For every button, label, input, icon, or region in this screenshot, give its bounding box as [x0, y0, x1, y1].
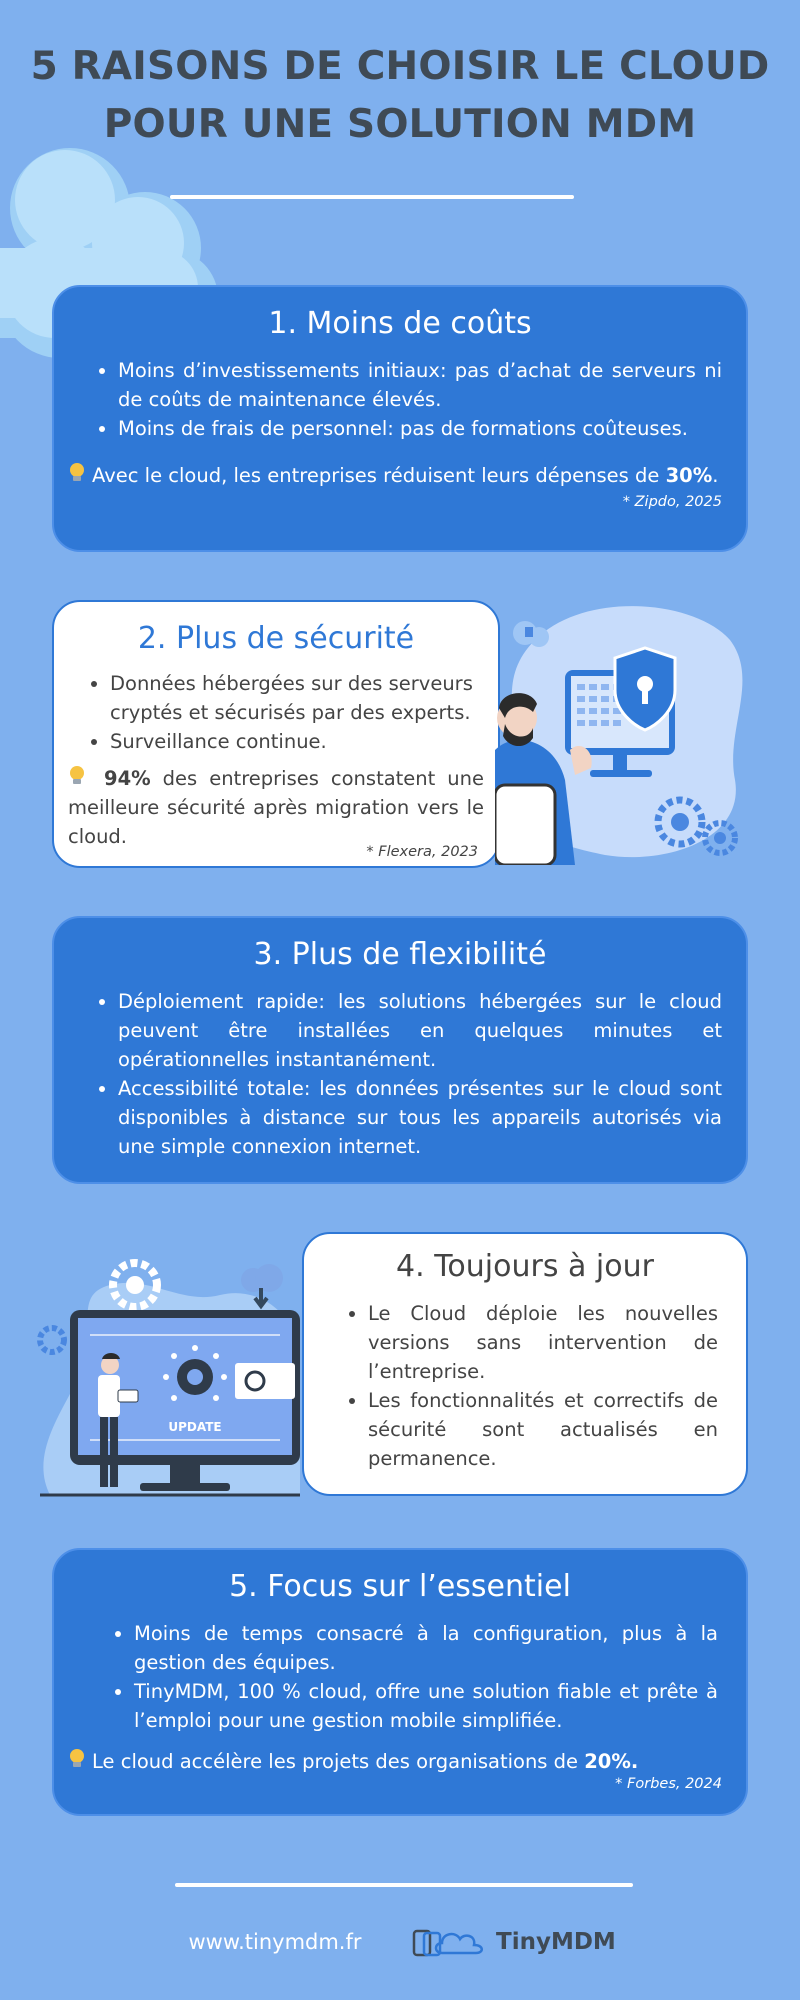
section-security-source: * Flexera, 2023	[366, 844, 478, 860]
section-costs-stat: Avec le cloud, les entreprises réduisent leurs dépenses de 30%.	[68, 461, 722, 490]
list-item: • Moins de temps consacré à la configuration, plus à la gestion des équipes.	[134, 1619, 718, 1677]
page-title	[0, 38, 800, 154]
security-illustration	[495, 600, 745, 865]
page-title-line2: POUR UNE SOLUTION MDM	[103, 102, 697, 147]
list-item: • Moins d’investissements initiaux: pas d’achat de serveurs ni de coûts de maintenance élevés.	[118, 356, 722, 414]
bulb-icon	[68, 765, 86, 787]
section-costs-source: * Zipdo, 2025	[622, 494, 722, 510]
list-item: • Les fonctionnalités et correctifs de sécurité sont actualisés en permanence.	[368, 1386, 718, 1473]
section-costs-card	[52, 285, 748, 552]
title-divider	[170, 195, 574, 199]
footer-brand-name: TinyMDM	[496, 1929, 616, 1955]
section-costs-list	[118, 356, 722, 443]
section-flexibility-title: 3. Plus de flexibilité	[253, 937, 547, 972]
section-updates-title: 4. Toujours à jour	[396, 1249, 654, 1284]
section-security-card	[52, 600, 500, 868]
update-label: UPDATE	[168, 1420, 222, 1434]
section-updates-card	[302, 1232, 748, 1496]
page-title-line1: 5 RAISONS DE CHOISIR LE CLOUD	[30, 44, 770, 89]
list-item: • TinyMDM, 100 % cloud, offre une solution fiable et prête à l’emploi pour une gestion mobile simplifiée.	[134, 1677, 718, 1735]
section-costs-title: 1. Moins de coûts	[268, 306, 532, 341]
section-security-stat: 94% des entreprises constatent une meilleure sécurité après migration vers le cloud.	[68, 767, 485, 848]
section-focus-stat: Le cloud accélère les projets des organisations de 20%.	[68, 1747, 722, 1776]
update-illustration	[30, 1255, 310, 1500]
tinymdm-logo-icon	[412, 1925, 488, 1959]
section-flexibility-card	[52, 916, 748, 1184]
section-security-title: 2. Plus de sécurité	[137, 621, 415, 656]
section-flexibility-list	[118, 987, 722, 1161]
bulb-icon	[68, 462, 86, 484]
list-item: • Surveillance continue.	[110, 727, 484, 756]
section-focus-card	[52, 1548, 748, 1816]
section-security-list	[110, 669, 484, 756]
list-item: • Déploiement rapide: les solutions hébergées sur le cloud peuvent être installées en quelques minutes et opérationnelles instantanément.	[118, 987, 722, 1074]
list-item: • Le Cloud déploie les nouvelles versions sans intervention de l’entreprise.	[368, 1299, 718, 1386]
list-item: • Données hébergées sur des serveurs cryptés et sécurisés par des experts.	[110, 669, 484, 727]
section-focus-list	[134, 1619, 718, 1735]
footer-brand[interactable]	[412, 1922, 616, 1962]
bulb-icon	[68, 1748, 86, 1770]
section-focus-source: * Forbes, 2024	[615, 1776, 722, 1792]
section-focus-title: 5. Focus sur l’essentiel	[229, 1569, 571, 1604]
footer-url-link[interactable]: www.tinymdm.fr	[188, 1930, 362, 1954]
footer-divider	[175, 1883, 633, 1887]
section-updates-list	[368, 1299, 718, 1473]
list-item: • Moins de frais de personnel: pas de formations coûteuses.	[118, 414, 722, 443]
list-item: • Accessibilité totale: les données présentes sur le cloud sont disponibles à distance sur tous les appareils autorisés via une simple connexion internet.	[118, 1074, 722, 1161]
